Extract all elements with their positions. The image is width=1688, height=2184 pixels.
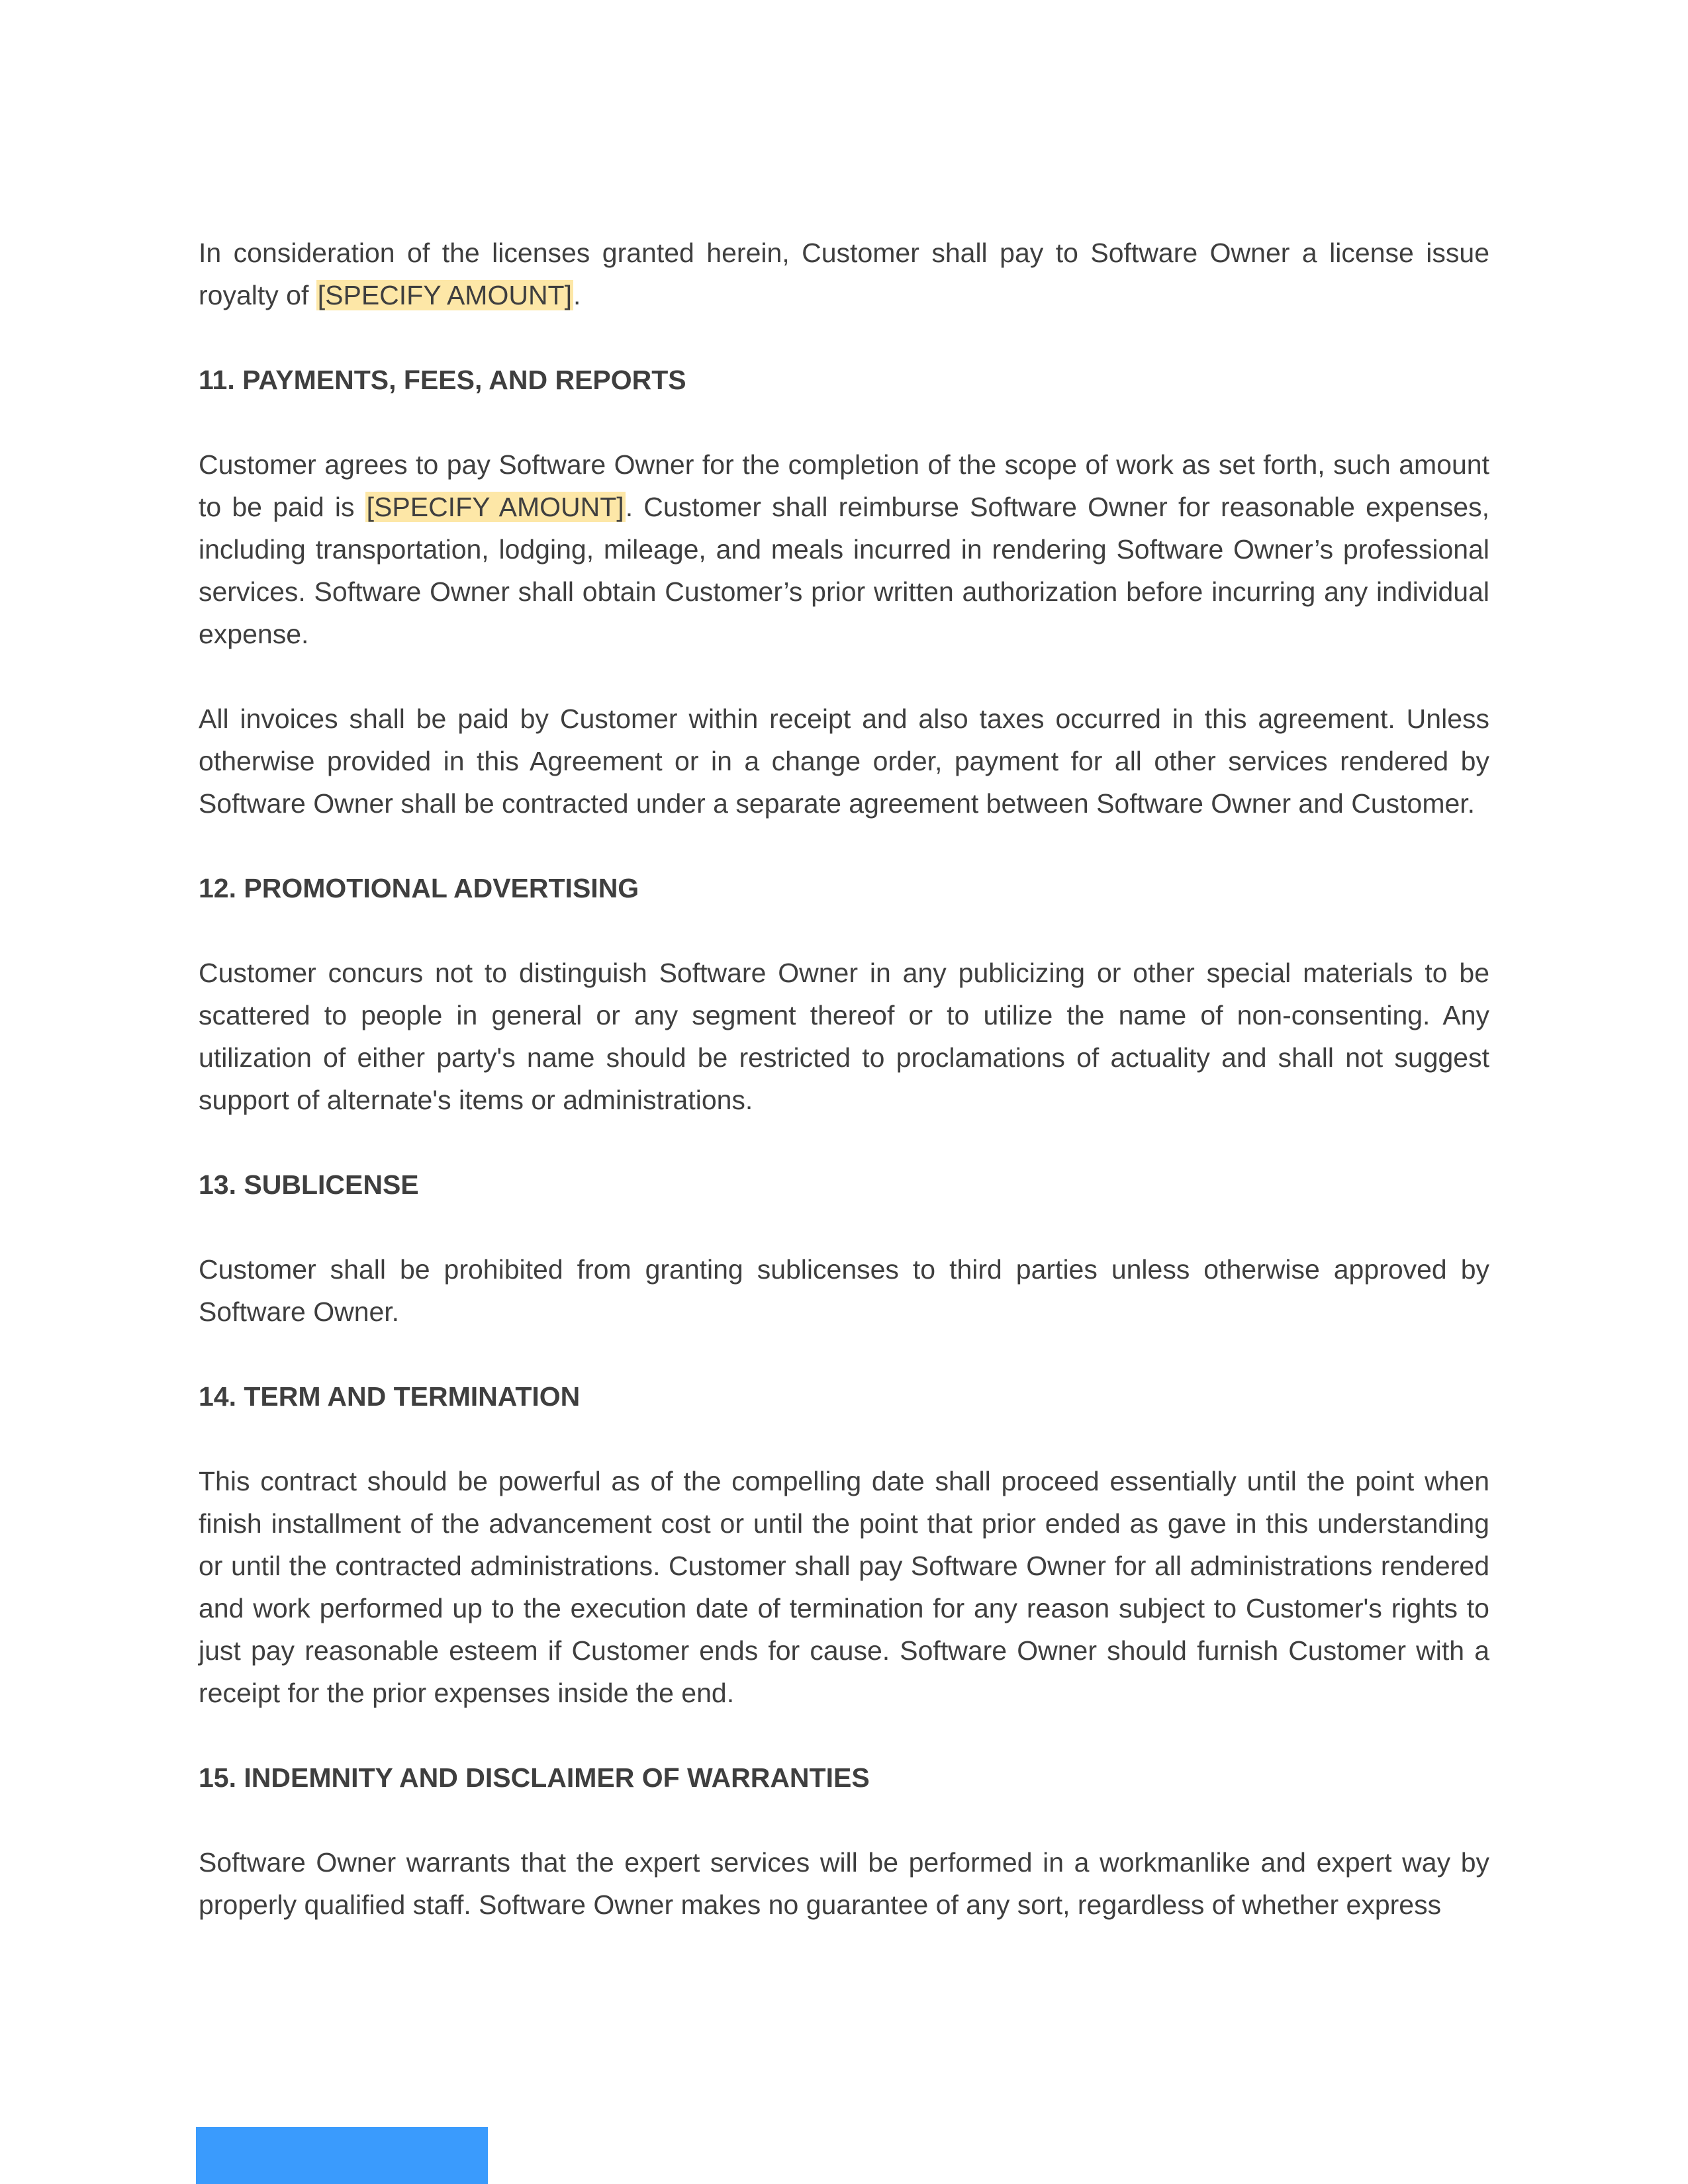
section-11-heading: 11. PAYMENTS, FEES, AND REPORTS: [199, 365, 686, 395]
intro-text-after: .: [573, 280, 581, 310]
section-15-paragraph-1: Software Owner warrants that the expert services will be performed in a workmanlike and expert way by properly qualified staff. Software Owner makes no guarantee of any sort, regardless of whether express: [199, 1847, 1489, 1920]
intro-text-before: In consideration of the licenses granted herein, Customer shall pay to Software Owner a license issue royalty of: [199, 238, 1489, 310]
section-11-paragraph-2: All invoices shall be paid by Customer within receipt and also taxes occurred in this agreement. Unless otherwise provided in this Agreement or in a change order, payment for all other services rendered by Software Owner shall be contracted under a separate agreement between Software Owner and Customer.: [199, 704, 1489, 819]
intro-paragraph: [199, 232, 1489, 316]
section-14-paragraph-1: This contract should be powerful as of the compelling date shall proceed essentially until the point when finish installment of the advancement cost or until the point that prior ended as gave in this understanding or until the contracted administrations. Customer shall pay Software Owner for all administrations rendered and work performed up to the execution date of termination for any reason subject to Customer's rights to just pay reasonable esteem if Customer ends for cause. Software Owner should furnish Customer with a receipt for the prior expenses inside the end.: [199, 1466, 1489, 1708]
footer-accent-bar: [196, 2127, 488, 2184]
section-12-heading: 12. PROMOTIONAL ADVERTISING: [199, 873, 639, 903]
section-11-p1-before: Customer agrees to pay Software Owner for the completion of the scope of work as set forth, such amount to be paid is: [199, 449, 1489, 522]
section-13-heading: 13. SUBLICENSE: [199, 1169, 419, 1200]
section-11-p1-after: . Customer shall reimburse Software Owner for reasonable expenses, including transportation, lodging, mileage, and meals incurred in rendering Software Owner’s professional services. Software Owner shall obtain Customer’s prior written authorization before incurring any individual expense.: [199, 492, 1489, 649]
section-11-paragraph-1: [199, 443, 1489, 655]
section-15-heading: 15. INDEMNITY AND DISCLAIMER OF WARRANTIES: [199, 1762, 870, 1793]
section-12-paragraph-1: Customer concurs not to distinguish Software Owner in any publicizing or other special materials to be scattered to people in general or any segment thereof or to utilize the name of non-consenting. Any utilization of either party's name should be restricted to proclamations of actuality and shall not suggest support of alternate's items or administrations.: [199, 958, 1489, 1115]
amount-placeholder-highlight: [SPECIFY AMOUNT]: [366, 492, 624, 522]
document-page: [199, 232, 1489, 1968]
amount-placeholder-highlight: [SPECIFY AMOUNT]: [317, 280, 572, 310]
section-13-paragraph-1: Customer shall be prohibited from granting sublicenses to third parties unless otherwise approved by Software Owner.: [199, 1254, 1489, 1327]
section-14-heading: 14. TERM AND TERMINATION: [199, 1381, 581, 1412]
